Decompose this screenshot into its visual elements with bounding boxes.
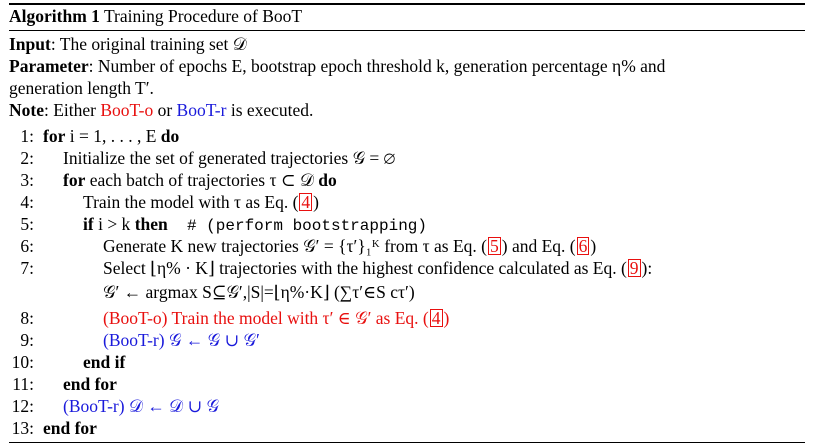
algo-line-7-formula: [9, 281, 805, 303]
algo-line-8: [9, 307, 805, 329]
line-text: Generate K new trajectories 𝒢′ = {τ′}₁ᴷ from τ as Eq. (: [103, 236, 488, 256]
keyword: do: [160, 126, 180, 146]
line-text: Initialize the set of generated trajectories 𝒢 = ∅: [63, 148, 396, 168]
line-number: 9:: [20, 330, 34, 350]
equation-ref-link[interactable]: 6: [578, 236, 588, 256]
note-boot-r: BooT-r: [176, 100, 227, 120]
equation-ref-link[interactable]: 4: [431, 308, 441, 328]
keyword: end for: [43, 418, 97, 438]
line-number: 6:: [20, 236, 34, 256]
algo-line-5: [9, 213, 805, 237]
line-text: Train the model with τ as Eq. (: [83, 192, 299, 212]
input-line: [9, 33, 805, 55]
line-number: 5:: [20, 214, 34, 234]
algo-line-11: [9, 373, 805, 395]
line-number: 1:: [20, 126, 34, 146]
line-number: 13:: [11, 418, 34, 438]
note-post: is executed.: [226, 100, 314, 120]
line-text: i > k: [93, 214, 135, 234]
input-text: : The original training set 𝒟: [50, 34, 247, 54]
algo-line-9: [9, 329, 805, 351]
line-text: each batch of trajectories τ ⊂ 𝒟: [85, 170, 319, 190]
parameter-text: : Number of epochs E, bootstrap epoch threshold k, generation percentage η% and: [88, 56, 666, 76]
line-number: 12:: [11, 396, 34, 416]
note-pre: : Either: [43, 100, 101, 120]
keyword: do: [318, 170, 337, 190]
keyword: then: [134, 214, 168, 234]
algo-line-12: [9, 395, 805, 417]
parameter-text-2: generation length T′.: [9, 78, 154, 98]
line-text: ): [313, 192, 319, 212]
algo-line-3: [9, 169, 805, 191]
line-number: 4:: [20, 192, 34, 212]
note-line: [9, 99, 805, 121]
bottom-rule: [9, 442, 805, 443]
parameter-line: [9, 55, 805, 77]
algo-line-1: [9, 125, 805, 147]
algo-line-13: [9, 417, 805, 439]
algo-line-6: [9, 235, 805, 257]
line-number: 7:: [20, 258, 34, 278]
algo-line-4: [9, 191, 805, 213]
algo-line-2: [9, 147, 805, 169]
equation-ref-link[interactable]: 5: [490, 236, 499, 256]
header-rule: [9, 30, 805, 31]
keyword: end if: [83, 352, 126, 372]
keyword: end for: [63, 374, 117, 394]
note-boot-o: BooT-o: [100, 100, 154, 120]
line-text: (BooT-o) Train the model with τ′ ∈ 𝒢′ as Eq. (: [103, 308, 429, 328]
keyword: for: [63, 170, 86, 190]
algo-line-7: [9, 257, 805, 279]
line-text: ):: [641, 258, 653, 278]
note-mid: or: [153, 100, 177, 120]
line-number: 2:: [20, 148, 34, 168]
equation-ref-link[interactable]: 9: [629, 258, 639, 278]
algorithm-title: [9, 5, 805, 27]
parameter-label: Parameter: [9, 56, 89, 76]
line-text: ): [443, 308, 450, 328]
comment: # (perform bootstrapping): [167, 217, 427, 235]
line-text: ) and Eq. (: [501, 236, 576, 256]
line-number: 10:: [11, 352, 34, 372]
keyword: if: [83, 214, 94, 234]
algorithm-title-text: Training Procedure of BooT: [103, 6, 303, 26]
line-number: 11:: [12, 374, 34, 394]
line-text: ): [590, 236, 597, 256]
formula: 𝒢′ ← argmax S⊆𝒢′,|S|=⌊η%·K⌋ (∑τ′∈S cτ′): [103, 282, 415, 302]
line-number: 8:: [20, 308, 34, 328]
line-text: (BooT-r) 𝒟 ← 𝒟 ∪ 𝒢: [63, 396, 219, 416]
keyword: for: [43, 126, 66, 146]
line-number: 3:: [20, 170, 34, 190]
line-text: Select ⌊η% · K⌋ trajectories with the highest confidence calculated as Eq. (: [103, 258, 627, 278]
note-label: Note: [9, 100, 44, 120]
algo-line-10: [9, 351, 805, 373]
algorithm-label: Algorithm 1: [9, 6, 100, 26]
parameter-line-2: [9, 77, 805, 99]
line-text: i = 1, . . . , E: [65, 126, 161, 146]
input-label: Input: [9, 34, 51, 54]
equation-ref-link[interactable]: 4: [301, 192, 311, 212]
line-text: (BooT-r) 𝒢 ← 𝒢 ∪ 𝒢′: [103, 330, 260, 350]
